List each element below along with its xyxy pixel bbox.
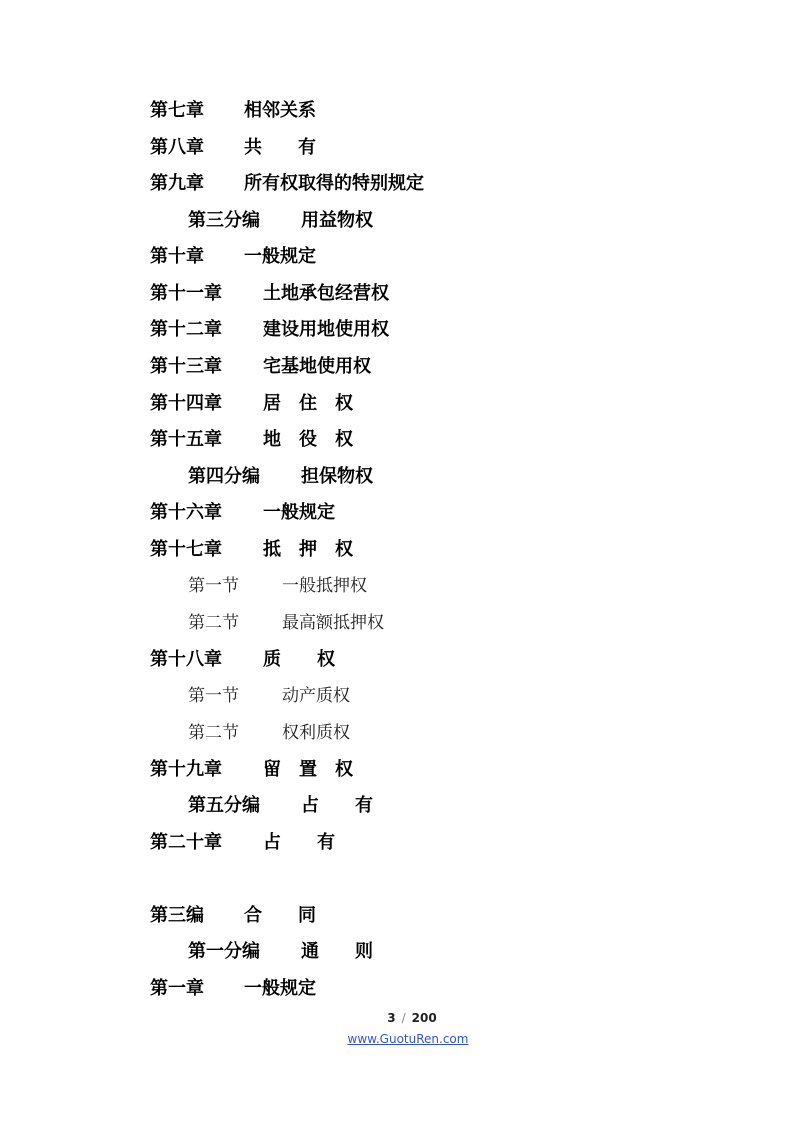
toc-entry-title: 一般规定 [244,978,316,999]
toc-entry-title: 占 有 [263,832,335,853]
footer-link[interactable]: www.GuotuRen.com [347,1032,469,1046]
toc-entry-number: 第三分编 [188,210,260,231]
toc-entry-title: 所有权取得的特别规定 [244,173,424,194]
toc-entry-title: 宅基地使用权 [263,356,371,377]
toc-entry-title: 最高额抵押权 [282,613,384,633]
toc-entry-number: 第十九章 [150,759,222,780]
toc-entry-number: 第九章 [150,173,204,194]
toc-entry-title: 通 则 [301,941,373,962]
page-separator: / [401,1011,406,1025]
toc-entry-number: 第十一章 [150,283,222,304]
toc-entry-title: 共 有 [244,137,316,158]
toc-entry-number: 第七章 [150,100,204,121]
page-current: 3 [387,1011,396,1025]
toc-entry-number: 第一节 [188,576,239,596]
toc-entry-title: 建设用地使用权 [263,319,389,340]
toc-entry-title: 动产质权 [282,686,350,706]
toc-entry-number: 第十三章 [150,356,222,377]
toc-entry-title: 一般抵押权 [282,576,367,596]
toc-entry-number: 第四分编 [188,466,260,487]
toc-entry-number: 第十二章 [150,319,222,340]
toc-entry-title: 地 役 权 [263,429,353,450]
toc-entry-number: 第三编 [150,905,204,926]
toc-entry-title: 居 住 权 [263,393,353,414]
toc-entry-title: 一般规定 [244,246,316,267]
toc-entry-number: 第五分编 [188,795,260,816]
toc-entry-number: 第十章 [150,246,204,267]
toc-entry-number: 第二十章 [150,832,222,853]
toc-entry-title: 土地承包经营权 [263,283,389,304]
toc-entry-number: 第一章 [150,978,204,999]
toc-entry-title: 用益物权 [301,210,373,231]
toc-entry-number: 第十四章 [150,393,222,414]
toc-entry-number: 第十五章 [150,429,222,450]
toc-entry-title: 权利质权 [282,723,350,743]
toc-entry-title: 合 同 [244,905,316,926]
toc-entry-title: 担保物权 [301,466,373,487]
toc-entry-title: 留 置 权 [263,759,353,780]
toc-entry-title: 一般规定 [263,502,335,523]
toc-entry-number: 第一节 [188,686,239,706]
toc-entry-title: 抵 押 权 [263,539,353,560]
toc-entry-title: 质 权 [263,649,335,670]
page-total: 200 [411,1011,437,1025]
toc-entry-number: 第八章 [150,137,204,158]
toc-entry-number: 第十八章 [150,649,222,670]
page-number [0,1011,800,1025]
toc-entry-number: 第一分编 [188,941,260,962]
toc-entry-number: 第十七章 [150,539,222,560]
toc-entry-number: 第十六章 [150,502,222,523]
toc-entry-title: 占 有 [301,795,373,816]
toc-entry-number: 第二节 [188,613,239,633]
toc-entry-title: 相邻关系 [244,100,316,121]
toc-entry-number: 第二节 [188,723,239,743]
